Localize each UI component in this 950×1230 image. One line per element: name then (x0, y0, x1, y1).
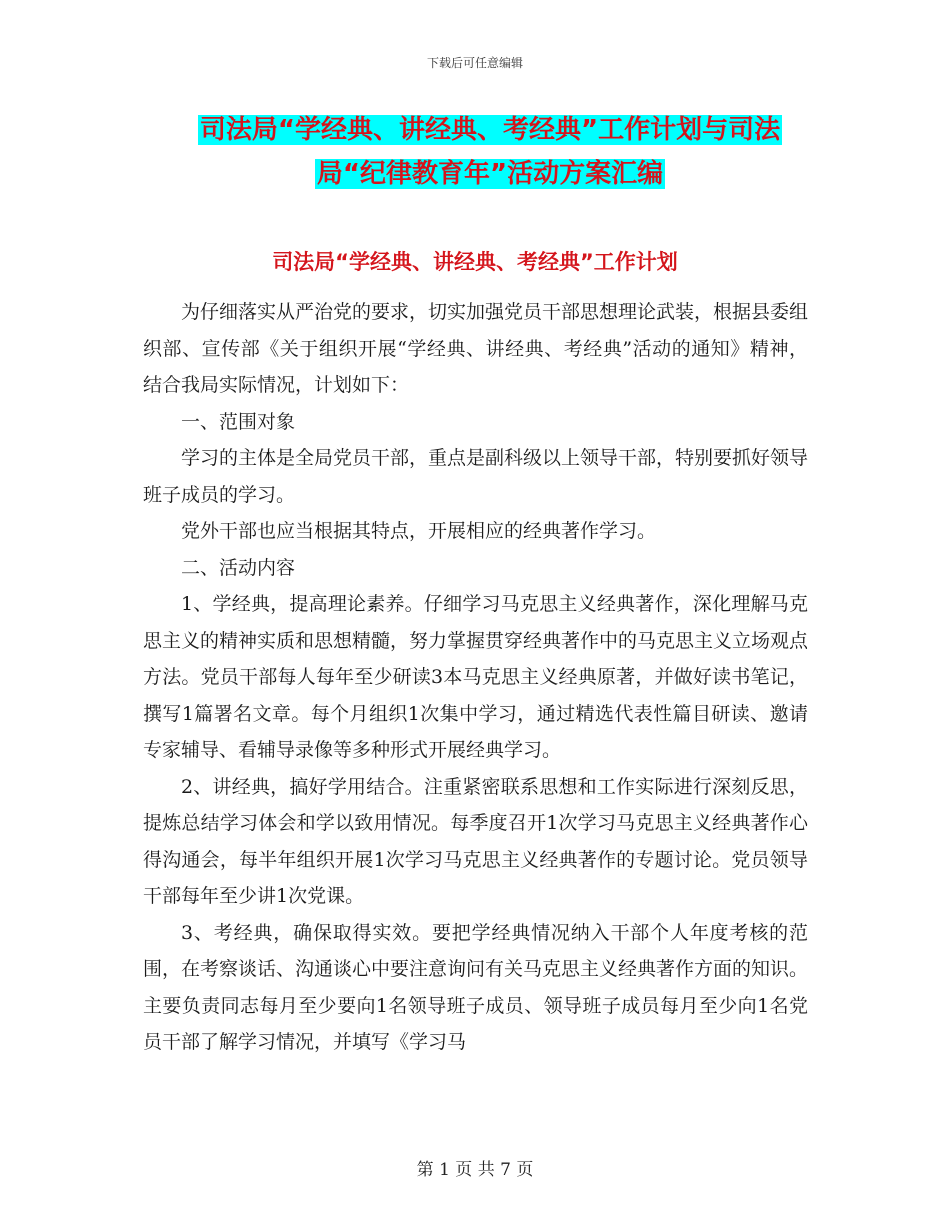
paragraph-content-3: 3、考经典，确保取得实效。要把学经典情况纳入干部个人年度考核的范围，在考察谈话、沟通谈心中要注意询问有关马克思主义经典著作方面的知识。主要负责同志每月至少要向1名领导班子成员、领导班子成员每月至少向1名党员干部了解学习情况，并填写《学习马 (143, 921, 809, 1053)
body-text (143, 294, 808, 1061)
paragraph-scope-1: 学习的主体是全局党员干部，重点是副科级以上领导干部，特别要抓好领导班子成员的学习。 (143, 447, 809, 506)
section-title: 司法局“学经典、讲经典、考经典”工作计划 (272, 250, 678, 274)
paragraph-content-1: 1、学经典，提高理论素养。仔细学习马克思主义经典著作，深化理解马克思主义的精神实质和思想精髓，努力掌握贯穿经典著作中的马克思主义立场观点方法。党员干部每人每年至少研读3本马克思主义经典原著，并做好读书笔记，撰写1篇署名文章。每个月组织1次集中学习，通过精选代表性篇目研读、邀请专家辅导、看辅导录像等多种形式开展经典学习。 (143, 593, 809, 761)
page-header: 下载后可任意编辑 (426, 56, 523, 70)
main-title-line-1: 司法局“学经典、讲经典、考经典”工作计划与司法 (199, 115, 781, 145)
heading-content: 二、活动内容 (181, 556, 296, 579)
paragraph-scope-2: 党外干部也应当根据其特点，开展相应的经典著作学习。 (181, 520, 657, 542)
heading-scope: 一、范围对象 (181, 410, 296, 433)
main-title (160, 108, 820, 196)
main-title-line-2: 局“纪律教育年”活动方案汇编 (316, 159, 664, 189)
paragraph-content-2: 2、讲经典，搞好学用结合。注重紧密联系思想和工作实际进行深刻反思，提炼总结学习体会和学以致用情况。每季度召开1次学习马克思主义经典著作心得沟通会，每半年组织开展1次学习马克思主义经典著作的专题讨论。党员领导干部每年至少讲1次党课。 (143, 775, 808, 907)
page-footer: 第 1 页 共 7 页 (416, 1160, 534, 1180)
paragraph-intro: 为仔细落实从严治党的要求，切实加强党员干部思想理论武装，根据县委组织部、宣传部《关于组织开展“学经典、讲经典、考经典”活动的通知》精神，结合我局实际情况，计划如下： (143, 301, 809, 396)
